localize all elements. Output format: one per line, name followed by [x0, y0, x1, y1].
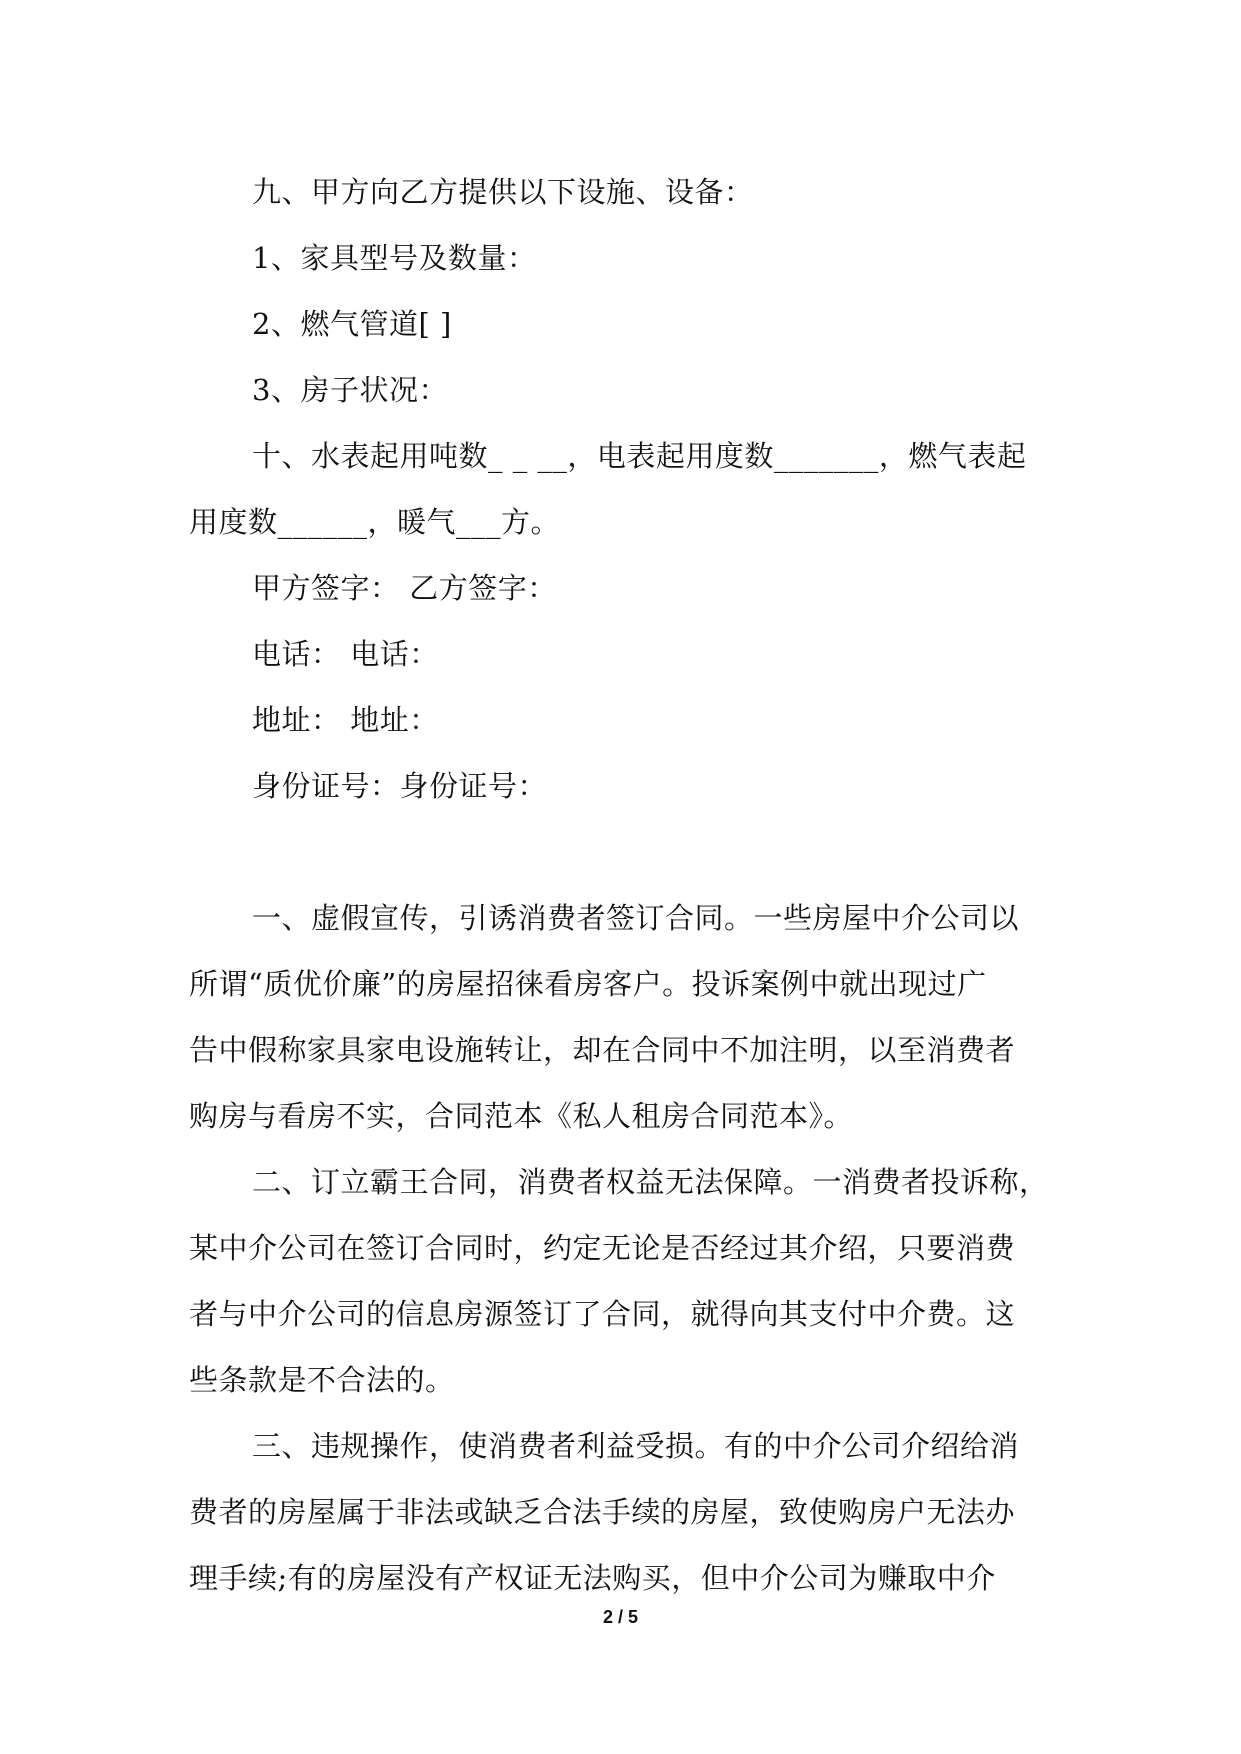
page-number: 2 / 5 [602, 1607, 639, 1627]
paragraph-line: 费者的房屋属于非法或缺乏合法手续的房屋，致使购房户无法办 [189, 1495, 1016, 1529]
furniture-item: 1、家具型号及数量： [252, 241, 537, 275]
paragraph-three [189, 1413, 1057, 1611]
signature-line: 甲方签字： 乙方签字： [252, 571, 557, 605]
paragraph-two [189, 1149, 1057, 1413]
clause-ten [189, 423, 1057, 555]
house-condition-item: 3、房子状况： [252, 373, 448, 407]
id-number-line: 身份证号：身份证号： [252, 769, 548, 803]
address-line: 地址： 地址： [252, 703, 439, 737]
clause-ten-line: 用度数______，暖气___方。 [189, 505, 561, 539]
clause-ten-line: 十、水表起用吨数_ _ __，电表起用度数_______，燃气表起 [252, 439, 1027, 473]
paragraph-line: 一、虚假宣传，引诱消费者签订合同。一些房屋中介公司以 [252, 901, 1020, 935]
paragraph-line: 二、订立霸王合同，消费者权益无法保障。一消费者投诉称， [252, 1165, 1049, 1199]
paragraph-one [189, 885, 1057, 1149]
paragraph-line: 理手续;有的房屋没有产权证无法购买，但中介公司为赚取中介 [189, 1561, 996, 1595]
paragraph-line: 者与中介公司的信息房源签订了合同，就得向其支付中介费。这 [189, 1297, 1016, 1331]
document-body [189, 159, 1057, 1611]
section-gap [189, 819, 1057, 885]
clause-nine: 九、甲方向乙方提供以下设施、设备： [252, 175, 754, 209]
paragraph-line: 所谓“质优价廉”的房屋招徕看房客户。投诉案例中就出现过广 [189, 967, 987, 1001]
paragraph-line: 些条款是不合法的。 [189, 1363, 455, 1397]
paragraph-line: 三、违规操作，使消费者利益受损。有的中介公司介绍给消 [252, 1429, 1020, 1463]
paragraph-line: 告中假称家具家电设施转让，却在合同中不加注明，以至消费者 [189, 1033, 1016, 1067]
gas-pipe-item: 2、燃气管道[ ] [252, 307, 452, 341]
paragraph-line: 购房与看房不实，合同范本《私人租房合同范本》。 [189, 1099, 854, 1133]
phone-line: 电话： 电话： [252, 637, 439, 671]
paragraph-line: 某中介公司在签订合同时，约定无论是否经过其介绍，只要消费 [189, 1231, 1016, 1265]
